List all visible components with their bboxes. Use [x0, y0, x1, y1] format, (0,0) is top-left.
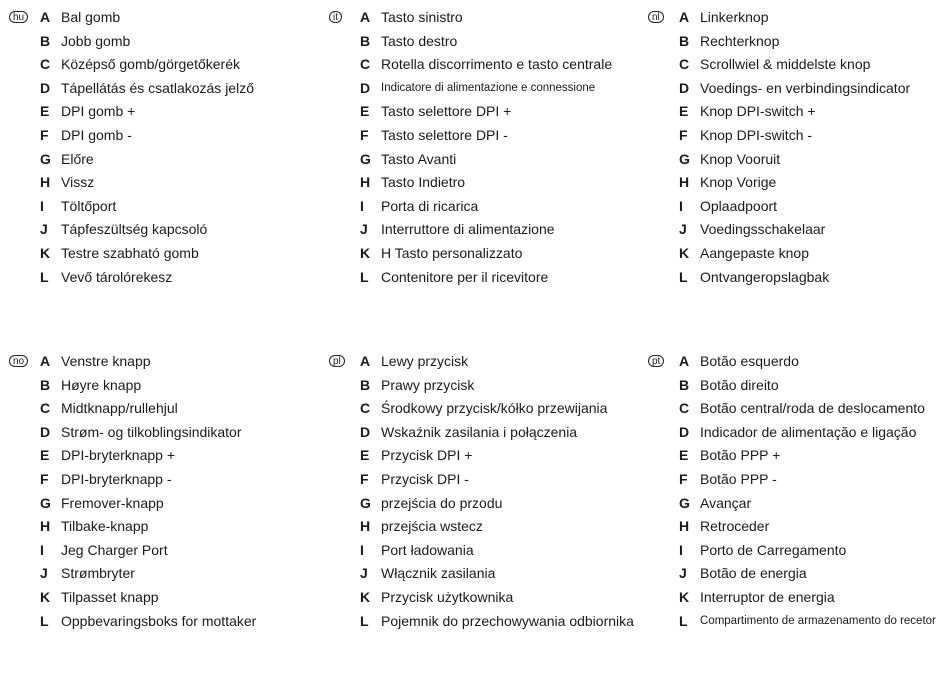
item-letter: D — [40, 423, 51, 440]
item-letter: A — [360, 353, 371, 369]
item-label: Tápfeszültség kapcsoló — [61, 221, 208, 238]
item-label: Retroceder — [700, 518, 770, 535]
item-letter: F — [360, 126, 369, 143]
item-letter: F — [40, 126, 49, 143]
item-letter: H — [40, 174, 51, 191]
item-letter: A — [679, 353, 690, 369]
item-label: Przycisk DPI + — [381, 447, 473, 464]
item-letter: E — [360, 447, 370, 464]
item-letter: J — [40, 221, 48, 238]
item-letter: L — [40, 612, 49, 629]
item-label: Linkerknop — [700, 9, 769, 25]
item-label: Tasto selettore DPI + — [381, 103, 512, 120]
item-letter: H — [360, 518, 371, 535]
item-label: Tilpasset knapp — [61, 588, 159, 605]
item-label: Fremover-knapp — [61, 494, 164, 511]
item-label: przejścia do przodu — [381, 494, 503, 511]
item-letter: D — [360, 423, 371, 440]
item-label: Botão central/roda de deslocamento — [700, 400, 925, 417]
item-label: Strømbryter — [61, 565, 135, 582]
item-label: Jeg Charger Port — [61, 541, 168, 558]
item-label: Knop Vooruit — [700, 150, 781, 167]
item-letter: G — [679, 494, 690, 511]
item-letter: L — [679, 268, 688, 285]
item-letter: H — [40, 518, 51, 535]
item-letter: K — [679, 588, 690, 605]
item-letter: I — [360, 541, 364, 558]
item-letter: C — [360, 56, 371, 73]
item-label: Rechterknop — [700, 32, 780, 49]
item-letter: A — [40, 353, 51, 369]
item-letter: C — [360, 400, 371, 417]
item-label: DPI-bryterknapp + — [61, 447, 175, 464]
item-letter: A — [40, 9, 51, 25]
item-letter: J — [40, 565, 48, 582]
language-badge: it — [329, 11, 342, 23]
item-letter: L — [360, 268, 369, 285]
item-label: Strøm- og tilkoblingsindikator — [61, 423, 242, 440]
item-label: Compartimento de armazenamento do recetor — [700, 614, 936, 627]
item-letter: H — [679, 174, 690, 191]
item-letter: G — [679, 150, 690, 167]
item-letter: D — [360, 79, 371, 96]
item-letter: I — [40, 541, 44, 558]
item-label: Wskaźnik zasilania i połączenia — [381, 423, 578, 440]
item-label: Töltőport — [61, 197, 117, 214]
item-letter: E — [679, 447, 689, 464]
item-label: Tasto selettore DPI - — [381, 126, 508, 143]
item-letter: J — [360, 221, 368, 238]
item-label: Porto de Carregamento — [700, 541, 847, 558]
item-label: DPI gomb + — [61, 103, 136, 120]
item-label: Indicador de alimentação e ligação — [700, 423, 917, 440]
item-label: Środkowy przycisk/kółko przewijania — [381, 400, 608, 417]
item-letter: L — [40, 268, 49, 285]
item-label: Vevő tárolórekesz — [61, 268, 173, 285]
item-label: Lewy przycisk — [381, 353, 469, 369]
item-letter: B — [360, 32, 371, 49]
item-label: Bal gomb — [61, 9, 121, 25]
item-letter: K — [360, 588, 371, 605]
item-label: Tasto sinistro — [381, 9, 463, 25]
item-label: Przycisk użytkownika — [381, 588, 514, 605]
item-label: Contenitore per il ricevitore — [381, 268, 549, 285]
item-label: Tasto Indietro — [381, 174, 466, 191]
language-badge: pt — [648, 355, 664, 367]
item-label: Indicatore di alimentazione e connessione — [381, 81, 596, 94]
item-label: Oplaadpoort — [700, 197, 778, 214]
item-label: Przycisk DPI - — [381, 470, 469, 487]
item-letter: D — [679, 79, 690, 96]
item-letter: I — [40, 197, 44, 214]
item-letter: K — [679, 244, 690, 261]
item-label: przejścia wstecz — [381, 518, 483, 535]
item-letter: L — [360, 612, 369, 629]
item-label: Interruptor de energia — [700, 588, 835, 605]
language-badge: hu — [9, 11, 28, 23]
item-label: Knop DPI-switch - — [700, 126, 813, 143]
item-label: Jobb gomb — [61, 32, 131, 49]
item-letter: C — [40, 400, 51, 417]
item-letter: E — [679, 103, 689, 120]
item-label: Botão de energia — [700, 565, 807, 582]
item-letter: I — [679, 541, 683, 558]
item-label: Pojemnik do przechowywania odbiornika — [381, 612, 634, 629]
item-letter: A — [679, 9, 690, 25]
item-letter: F — [679, 126, 688, 143]
item-letter: K — [40, 588, 51, 605]
item-label: Prawy przycisk — [381, 376, 475, 393]
item-letter: G — [360, 494, 371, 511]
item-letter: B — [360, 376, 371, 393]
item-label: Port ładowania — [381, 541, 474, 558]
item-letter: B — [679, 376, 690, 393]
item-label: Midtknapp/rullehjul — [61, 400, 178, 417]
item-label: Voedings- en verbindingsindicator — [700, 79, 911, 96]
item-label: Porta di ricarica — [381, 197, 479, 214]
item-label: Tasto destro — [381, 32, 458, 49]
item-letter: J — [679, 221, 687, 238]
item-letter: F — [360, 470, 369, 487]
item-label: Testre szabható gomb — [61, 244, 199, 261]
language-badge: pl — [329, 355, 345, 367]
item-label: Aangepaste knop — [700, 244, 809, 261]
item-label: Vissz — [61, 174, 95, 191]
item-letter: C — [40, 56, 51, 73]
item-letter: I — [360, 197, 364, 214]
item-label: Tápellátás és csatlakozás jelző — [61, 79, 254, 96]
item-letter: I — [679, 197, 683, 214]
item-letter: L — [679, 612, 688, 629]
item-label: Scrollwiel & middelste knop — [700, 56, 871, 73]
item-label: DPI-bryterknapp - — [61, 470, 172, 487]
item-letter: B — [40, 376, 51, 393]
item-letter: C — [679, 400, 690, 417]
item-letter: G — [40, 150, 51, 167]
item-letter: H — [360, 174, 371, 191]
item-letter: E — [40, 447, 50, 464]
item-letter: C — [679, 56, 690, 73]
item-label: Oppbevaringsboks for mottaker — [61, 612, 257, 629]
item-label: Interruttore di alimentazione — [381, 221, 555, 238]
item-letter: J — [679, 565, 687, 582]
item-label: Knop DPI-switch + — [700, 103, 816, 120]
item-label: Botão esquerdo — [700, 353, 799, 369]
item-letter: J — [360, 565, 368, 582]
item-letter: D — [679, 423, 690, 440]
item-label: Előre — [61, 150, 94, 167]
item-letter: F — [40, 470, 49, 487]
item-label: Høyre knapp — [61, 376, 142, 393]
item-label: Botão direito — [700, 376, 779, 393]
language-badge: no — [9, 355, 28, 367]
item-letter: B — [679, 32, 690, 49]
item-label: Tilbake-knapp — [61, 518, 149, 535]
item-label: DPI gomb - — [61, 126, 132, 143]
item-letter: G — [360, 150, 371, 167]
item-label: H Tasto personalizzato — [381, 244, 523, 261]
language-badge: nl — [648, 11, 664, 23]
item-label: Rotella discorrimento e tasto centrale — [381, 56, 613, 73]
item-label: Włącznik zasilania — [381, 565, 496, 582]
item-letter: D — [40, 79, 51, 96]
item-label: Ontvangeropslagbak — [700, 268, 830, 285]
item-label: Avançar — [700, 494, 752, 511]
item-label: Botão PPP - — [700, 470, 777, 487]
item-letter: E — [360, 103, 370, 120]
item-label: Knop Vorige — [700, 174, 777, 191]
item-label: Középső gomb/görgetőkerék — [61, 56, 240, 73]
item-label: Voedingsschakelaar — [700, 221, 826, 238]
item-letter: K — [40, 244, 51, 261]
item-letter: H — [679, 518, 690, 535]
item-letter: F — [679, 470, 688, 487]
item-letter: K — [360, 244, 371, 261]
item-label: Venstre knapp — [61, 353, 151, 369]
item-letter: A — [360, 9, 371, 25]
item-label: Tasto Avanti — [381, 150, 457, 167]
item-letter: B — [40, 32, 51, 49]
item-letter: G — [40, 494, 51, 511]
item-label: Botão PPP + — [700, 447, 781, 464]
item-letter: E — [40, 103, 50, 120]
